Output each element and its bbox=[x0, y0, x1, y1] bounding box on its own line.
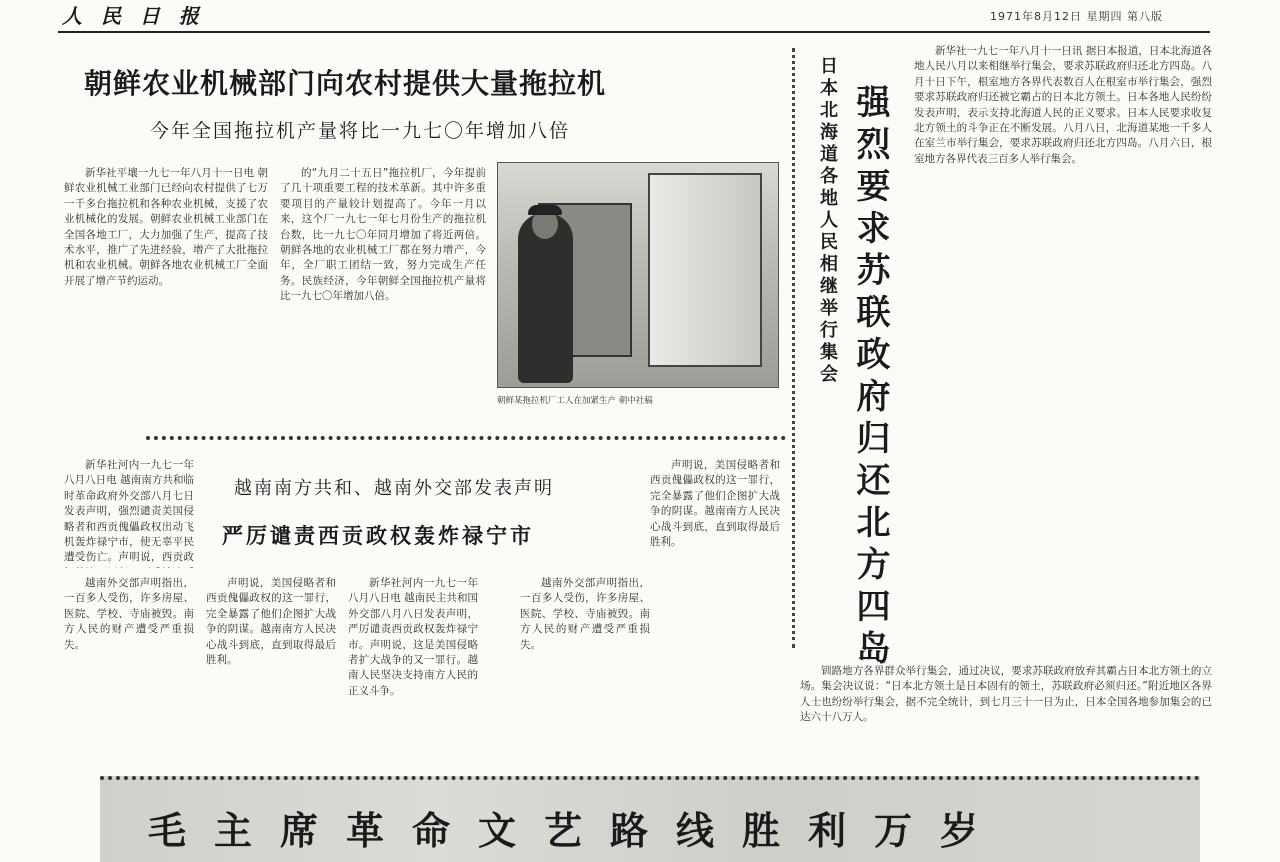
article2-col1b-text: 越南外交部声明指出，一百多人受伤，许多房屋、医院、学校、寺庙被毁。南方人民的财产遭受严重损失。 bbox=[64, 577, 194, 651]
article2-column-2 bbox=[206, 576, 336, 746]
article2-col1-text: 新华社河内一九七一年八月八日电 越南南方共和临时革命政府外交部八月七日发表声明，强烈谴责美国侵略者和西贡傀儡政权出动飞机轰炸禄宁市，使无辜平民遭受伤亡。声明说，西贡政 bbox=[64, 459, 194, 564]
banner-slogan: 毛主席革命文艺路线胜利万岁 bbox=[148, 809, 1007, 853]
factory-photo bbox=[497, 162, 779, 388]
article2-col4-text: 越南外交部声明指出，一百多人受伤，许多房屋、医院、学校、寺庙被毁。南方人民的财产遭受严重损失。 bbox=[520, 577, 650, 651]
dateline: 1971年8月12日 星期四 第八版 bbox=[990, 10, 1163, 23]
article3-column-2 bbox=[800, 664, 1212, 746]
article2-column-1b bbox=[64, 576, 194, 746]
article2-column-1 bbox=[64, 458, 194, 568]
article2-col2-text: 声明说，美国侵略者和西贡傀儡政权的这一罪行，完全暴露了他们企图扩大战争的阴谋。越南南方人民决心战斗到底，直到取得最后胜利。 bbox=[206, 577, 336, 667]
press-machine-shape bbox=[648, 173, 762, 367]
article1-col1-text: 新华社平壤一九七一年八月十一日电 朝鲜农业机械工业部门已经向农村提供了七万一千多台拖拉机和各种农业机械，支援了农业机械化的发展。朝鲜农业机械工业部门在全国各地工厂，大力加强了生产，提高了技术水平，推广了先进经验，增产了大批拖拉机和农业机械。朝鲜各地农业机械工厂全面开展了增产节约运动。 bbox=[64, 167, 268, 287]
section-divider-1 bbox=[146, 436, 786, 440]
article3-col1-text: 新华社一九七一年八月十一日讯 据日本报道，日本北海道各地人民八月以来相继举行集会，要求苏联政府归还北方四岛。八月十日下午，根室地方各界代表数百人在根室市举行集会，强烈要求苏联政府归还被它霸占的日本北方领土。日本各地人民纷纷发表声明，表示支持北海道人民的正义要求。日本人民要求收复北方领土的斗争正在不断发展。八月八日，北海道某地一千多人在室兰市举行集会，要求苏联政府归还北方四岛。八月六日，根室地方各界代表三百多人举行集会。 bbox=[914, 45, 1212, 165]
article2-column-3 bbox=[348, 576, 478, 746]
photo-caption: 朝鲜某拖拉机厂工人在加紧生产 朝中社稿 bbox=[497, 396, 653, 406]
article3-column-1 bbox=[914, 44, 1212, 654]
article1-column-2 bbox=[280, 166, 486, 406]
article2-column-5 bbox=[650, 458, 780, 746]
article3-vertical-headline: 强烈要求苏联政府归还北方四岛 bbox=[850, 84, 890, 672]
column-divider bbox=[792, 48, 795, 648]
article3-vertical-subtitle: 日本北海道各地人民相继举行集会 bbox=[817, 56, 838, 386]
article2-col3-text: 新华社河内一九七一年八月八日电 越南民主共和国外交部八月八日发表声明，严厉谴责西贡政权轰炸禄宁市。声明说，这是美国侵略者扩大战争的又一罪行。越南人民坚决支持南方人民的正义斗争。 bbox=[348, 577, 478, 697]
article3-col2-text: 钏路地方各界群众举行集会，通过决议，要求苏联政府放弃其霸占日本北方领土的立场。集会决议说：“日本北方领土是日本固有的领土，苏联政府必须归还。”附近地区各界人士也纷纷举行集会，据不完全统计，到七月三十一日为止，日本全国各地参加集会的已达六十八万人。 bbox=[800, 665, 1212, 724]
article1-col2-text: 的“九月二十五日”拖拉机厂，今年提前了几十项重要工程的技术革新。其中许多重要项目的产量较计划提高了。今年一月以来，这个厂一九七一年七月份生产的拖拉机台数，比一九七〇年同月增加了将近两倍。朝鲜各地的农业机械工厂都在努力增产，今年，全厂职工团结一致，努力完成生产任务。民族经济，今年朝鲜全国拖拉机产量将比一九七〇年增加八倍。 bbox=[280, 167, 486, 303]
header-rule bbox=[58, 31, 1210, 33]
article1-headline: 朝鲜农业机械部门向农村提供大量拖拉机 bbox=[84, 67, 607, 100]
article1-subheadline: 今年全国拖拉机产量将比一九七〇年增加八倍 bbox=[150, 120, 571, 142]
article2-subheadline: 严厉谴责西贡政权轰炸禄宁市 bbox=[222, 524, 534, 548]
worker-cap bbox=[528, 205, 562, 215]
article2-col5-text: 声明说，美国侵略者和西贡傀儡政权的这一罪行，完全暴露了他们企图扩大战争的阴谋。越南南方人民决心战斗到底，直到取得最后胜利。 bbox=[650, 459, 780, 549]
article1-column-1 bbox=[64, 166, 268, 406]
article2-column-4 bbox=[520, 576, 650, 746]
newspaper-masthead: 人 民 日 报 bbox=[62, 4, 205, 28]
article2-headline: 越南南方共和、越南外交部发表声明 bbox=[234, 478, 554, 499]
